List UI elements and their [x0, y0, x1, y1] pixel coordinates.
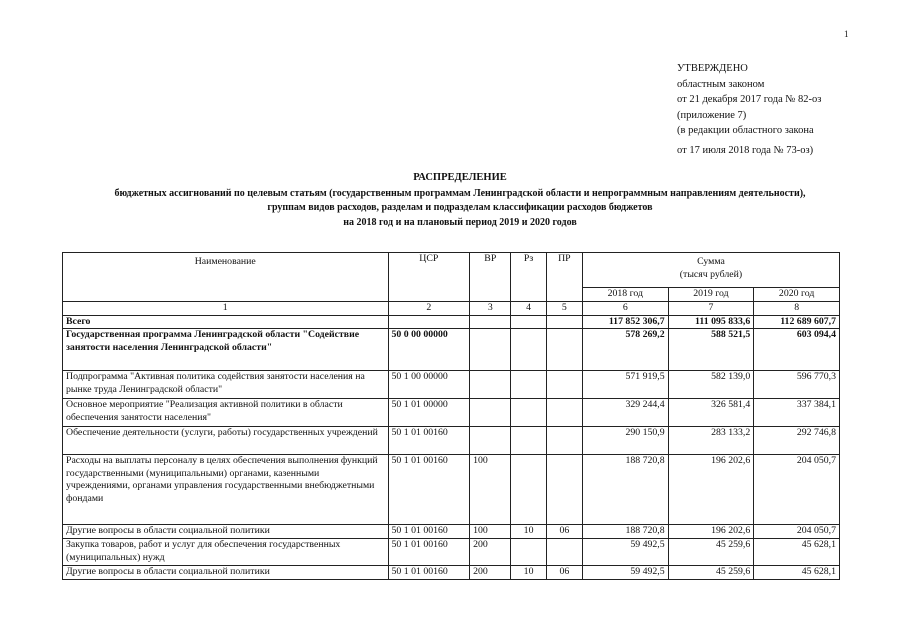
row-vr: [470, 329, 511, 371]
header-name: Наименование: [63, 253, 389, 302]
row-rz: [511, 539, 546, 566]
row-sum-2018: 571 919,5: [582, 371, 668, 399]
row-vr: 100: [470, 525, 511, 539]
row-name: Основное мероприятие "Реализация активной политики в области обеспечения занятости населения": [63, 399, 389, 427]
budget-table: [62, 252, 840, 580]
row-rz: [511, 329, 546, 371]
row-sum-2019: 582 139,0: [668, 371, 754, 399]
approval-line: от 17 июля 2018 года № 73-оз): [677, 144, 814, 156]
row-sum-2019: 196 202,6: [668, 455, 754, 525]
row-name: Расходы на выплаты персоналу в целях обеспечения выполнения функций государственными (муниципальными) органами, казенными учреждениями, органами управления государственными внебюджетными фондами: [63, 455, 389, 525]
row-csr: [388, 315, 470, 329]
table-row: [63, 399, 840, 427]
document-title: [40, 171, 880, 230]
row-pr: [546, 399, 582, 427]
row-sum-2020: 337 384,1: [754, 399, 840, 427]
row-sum-2020: 204 050,7: [754, 455, 840, 525]
header-pr: ПР: [546, 253, 582, 302]
table-row: [63, 427, 840, 455]
row-name: Обеспечение деятельности (услуги, работы) государственных учреждений: [63, 427, 389, 455]
approval-line: УТВЕРЖДЕНО: [677, 63, 748, 74]
header-year-2018: 2018 год: [582, 288, 668, 302]
row-sum-2018: 290 150,9: [582, 427, 668, 455]
row-csr: 50 1 01 00160: [388, 455, 470, 525]
title-line: на 2018 год и на плановый период 2019 и 2020 годов: [343, 216, 577, 228]
row-sum-2019: 326 581,4: [668, 399, 754, 427]
row-csr: 50 1 01 00160: [388, 525, 470, 539]
header-year-2020: 2020 год: [754, 288, 840, 302]
approval-stamp: [677, 61, 821, 158]
header-year-2019: 2019 год: [668, 288, 754, 302]
column-number: 3: [470, 302, 511, 316]
column-number: 7: [668, 302, 754, 316]
row-sum-2020: 603 094,4: [754, 329, 840, 371]
table-row: [63, 525, 840, 539]
row-vr: [470, 399, 511, 427]
row-sum-2020: 204 050,7: [754, 525, 840, 539]
row-csr: 50 1 01 00160: [388, 427, 470, 455]
column-number: 1: [63, 302, 389, 316]
row-sum-2019: 196 202,6: [668, 525, 754, 539]
approval-line: от 21 декабря 2017 года № 82-оз: [677, 94, 822, 105]
row-pr: [546, 329, 582, 371]
approval-line: областным законом: [677, 78, 765, 90]
table-row: [63, 539, 840, 566]
row-sum-2019: 283 133,2: [668, 427, 754, 455]
row-vr: 100: [470, 455, 511, 525]
row-pr: 06: [546, 566, 582, 580]
row-name: Закупка товаров, работ и услуг для обеспечения государственных (муниципальных) нужд: [63, 539, 389, 566]
row-csr: 50 0 00 00000: [388, 329, 470, 371]
row-vr: [470, 427, 511, 455]
row-pr: [546, 315, 582, 329]
row-rz: [511, 427, 546, 455]
row-vr: [470, 371, 511, 399]
header-sum-unit: (тысяч рублей): [679, 268, 743, 280]
row-name: Подпрограмма "Активная политика содействия занятости населения на рынке труда Ленинградской области": [63, 371, 389, 399]
row-rz: [511, 371, 546, 399]
row-sum-2019: 588 521,5: [668, 329, 754, 371]
row-pr: 06: [546, 525, 582, 539]
row-sum-2018: 59 492,5: [582, 539, 668, 566]
row-sum-2020: 45 628,1: [754, 539, 840, 566]
column-number: 2: [388, 302, 470, 316]
row-name: Другие вопросы в области социальной политики: [63, 525, 389, 539]
approval-line: (приложение 7): [677, 109, 747, 121]
row-sum-2018: 578 269,2: [582, 329, 668, 371]
row-sum-2019: 45 259,6: [668, 566, 754, 580]
row-csr: 50 1 00 00000: [388, 371, 470, 399]
row-sum-2018: 329 244,4: [582, 399, 668, 427]
row-rz: [511, 399, 546, 427]
row-pr: [546, 539, 582, 566]
row-sum-2019: 111 095 833,6: [668, 315, 754, 329]
row-vr: [470, 315, 511, 329]
table-row: [63, 329, 840, 371]
row-sum-2018: 117 852 306,7: [582, 315, 668, 329]
row-vr: 200: [470, 566, 511, 580]
row-sum-2020: 292 746,8: [754, 427, 840, 455]
table-row: [63, 566, 840, 580]
approval-line: (в редакции областного закона: [677, 125, 814, 136]
row-rz: [511, 315, 546, 329]
column-number: 5: [546, 302, 582, 316]
row-pr: [546, 427, 582, 455]
column-number: 4: [511, 302, 546, 316]
row-pr: [546, 455, 582, 525]
row-sum-2020: 112 689 607,7: [754, 315, 840, 329]
header-csr: ЦСР: [388, 253, 470, 302]
header-rz: Рз: [511, 253, 546, 302]
row-sum-2018: 188 720,8: [582, 455, 668, 525]
row-rz: [511, 455, 546, 525]
table-row: [63, 315, 840, 329]
row-vr: 200: [470, 539, 511, 566]
title-line: бюджетных ассигнований по целевым статьям (государственным программам Ленинградской области и непрограммным направлениям деятельности),: [114, 187, 806, 199]
column-number: 8: [754, 302, 840, 316]
header-vr: ВР: [470, 253, 511, 302]
row-sum-2020: 45 628,1: [754, 566, 840, 580]
row-csr: 50 1 01 00160: [388, 566, 470, 580]
title-heading: РАСПРЕДЕЛЕНИЕ: [413, 172, 507, 183]
row-sum-2019: 45 259,6: [668, 539, 754, 566]
header-sum-label: Сумма: [697, 256, 725, 267]
row-name: Другие вопросы в области социальной политики: [63, 566, 389, 580]
row-csr: 50 1 01 00000: [388, 399, 470, 427]
row-sum-2018: 188 720,8: [582, 525, 668, 539]
row-name: Всего: [63, 315, 389, 329]
row-sum-2020: 596 770,3: [754, 371, 840, 399]
row-pr: [546, 371, 582, 399]
row-name: Государственная программа Ленинградской области "Содействие занятости населения Ленинградской области": [63, 329, 389, 371]
header-sum: [582, 253, 839, 288]
table-row: [63, 371, 840, 399]
page-number: 1: [844, 29, 849, 39]
title-line: группам видов расходов, разделам и подразделам классификации расходов бюджетов: [267, 202, 653, 213]
row-rz: 10: [511, 525, 546, 539]
row-rz: 10: [511, 566, 546, 580]
table-row: [63, 455, 840, 525]
column-number: 6: [582, 302, 668, 316]
row-csr: 50 1 01 00160: [388, 539, 470, 566]
row-sum-2018: 59 492,5: [582, 566, 668, 580]
